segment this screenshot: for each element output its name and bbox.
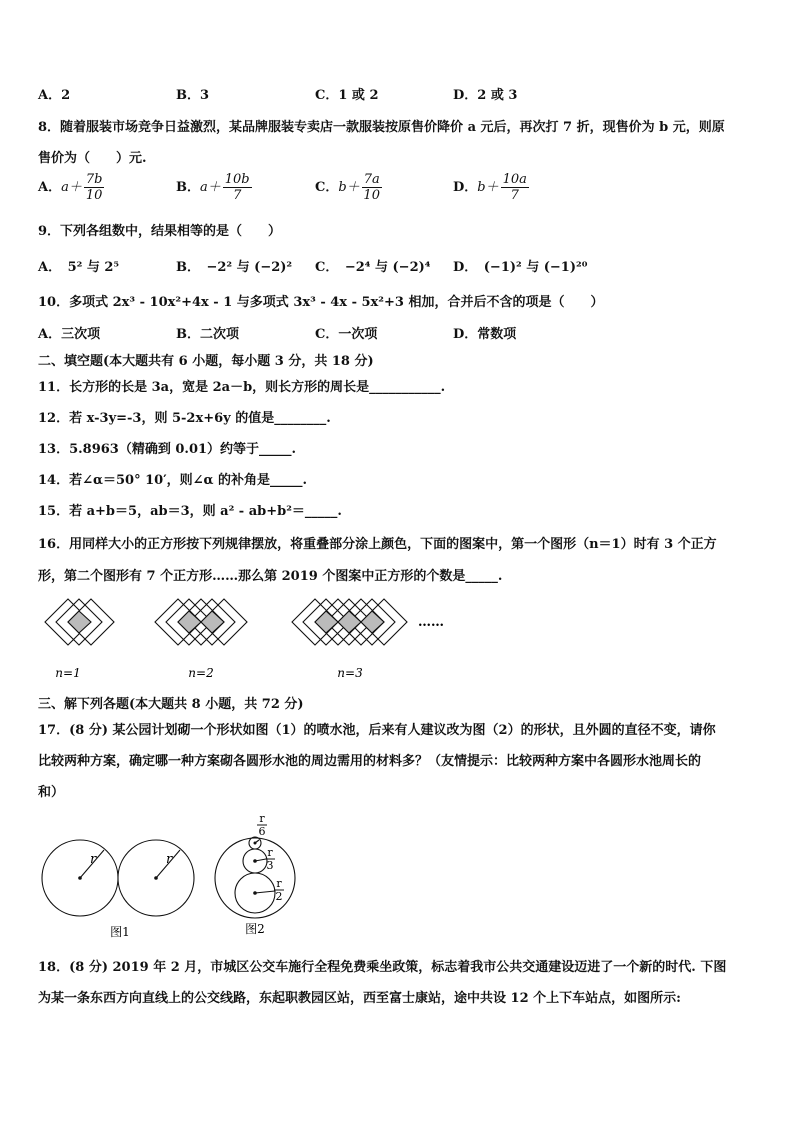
r2-denominator: 2 [275,890,283,903]
pattern-ellipsis: …… [418,615,444,630]
q18-line2: 为某一条东西方向直线上的公交线路，东起职教园区站，西至富士康站，途中共设 12 个上下车站点，如图所示: [38,991,681,1006]
q9-option-a: A． 5² 与 2⁵ [38,260,120,275]
q15: 15．若 a+b＝5，ab＝3，则 a² - ab+b²＝_____. [38,504,342,519]
q11: 11．长方形的长是 3a，宽是 2a－b，则长方形的周长是___________. [38,380,446,395]
q10-option-a: A．三次项 [38,327,101,342]
q9-option-c: C． −2⁴ 与 (−2)⁴ [315,260,431,275]
q16-square-pattern-figure [30,592,480,684]
r6-denominator: 6 [258,825,266,838]
q8-stem-line1: 8．随着服装市场竞争日益激烈，某品牌服装专卖店一款服装按原售价降价 a 元后，再次打 7 折，现售价为 b 元，则原 [38,120,725,135]
label-n3: n=3 [337,666,363,680]
q17-line3: 和） [38,785,65,800]
r2-numerator: r [276,877,282,890]
q10-option-b: B．二次项 [176,327,239,342]
q7-option-a: A．2 [38,88,71,103]
q7-option-d: D．2 或 3 [453,88,518,103]
r3-numerator: r [267,846,273,859]
q14: 14．若∠α＝50° 10′，则∠α 的补角是_____. [38,473,308,488]
q9-option-d: D． (−1)² 与 (−1)²⁰ [453,260,588,275]
q16-line1: 16．用同样大小的正方形按下列规律摆放，将重叠部分涂上颜色，下面的图案中，第一个图形（n＝1）时有 3 个正方 [38,537,717,552]
label-n2: n=2 [188,666,214,680]
q10-stem: 10．多项式 2x³ - 10x²+4x - 1 与多项式 3x³ - 4x - 5x²+3 相加，合并后不含的项是（ ） [38,295,604,310]
pattern-n1 [45,599,114,645]
q18-line1: 18．(8 分) 2019 年 2 月，市城区公交车施行全程免费乘坐政策，标志着我市公共交通建设迈进了一个新的时代. 下图 [38,960,727,975]
radius-label-right: r [166,852,173,867]
q10-option-d: D．常数项 [453,327,517,342]
q13: 13．5.8963（精确到 0.01）约等于_____. [38,442,297,457]
r3-denominator: 3 [266,859,274,872]
q12: 12．若 x-3y=-3，则 5-2x+6y 的值是________. [38,411,331,426]
q10-option-c: C．一次项 [315,327,378,342]
q8-stem-line2: 售价为（ ）元. [38,151,147,166]
q8-option-b: B．a＋ $\frac{10b}{7}$ [176,172,250,203]
q16-line2: 形，第二个图形有 7 个正方形……那么第 2019 个图案中正方形的个数是_____. [38,569,503,584]
q17-line1: 17．(8 分) 某公园计划砌一个形状如图（1）的喷水池，后来有人建议改为图（2）的形状，且外圆的直径不变，请你 [38,723,716,738]
q7-option-c: C．1 或 2 [315,88,379,103]
figure2-caption: 图2 [245,922,265,936]
section-solve-heading: 三、解下列各题(本大题共 8 小题，共 72 分) [38,697,304,712]
q17-circles-figure [30,806,320,942]
section-fill-in-heading: 二、填空题(本大题共有 6 小题，每小题 3 分，共 18 分) [38,354,374,369]
r6-numerator: r [259,812,265,825]
pattern-n3 [292,599,407,645]
q8-option-d: D．b＋ $\frac{10a}{7}$ [453,172,527,203]
q9-option-b: B． −2² 与 (−2)² [176,260,293,275]
q8-option-c: C．b＋ $\frac{7a}{10}$ [315,172,380,203]
q9-stem: 9．下列各组数中，结果相等的是（ ） [38,224,282,239]
figure1-caption: 图1 [110,925,130,939]
q7-option-b: B．3 [176,88,210,103]
pattern-n2 [155,599,247,645]
label-n1: n=1 [55,666,81,680]
radius-label-left: r [90,852,97,867]
q8-option-a: A．a＋ $\frac{7b}{10}$ [38,172,103,203]
q17-line2: 比较两种方案，确定哪一种方案砌各圆形水池的周边需用的材料多？（友情提示：比较两种方案中各圆形水池周长的 [38,754,702,769]
